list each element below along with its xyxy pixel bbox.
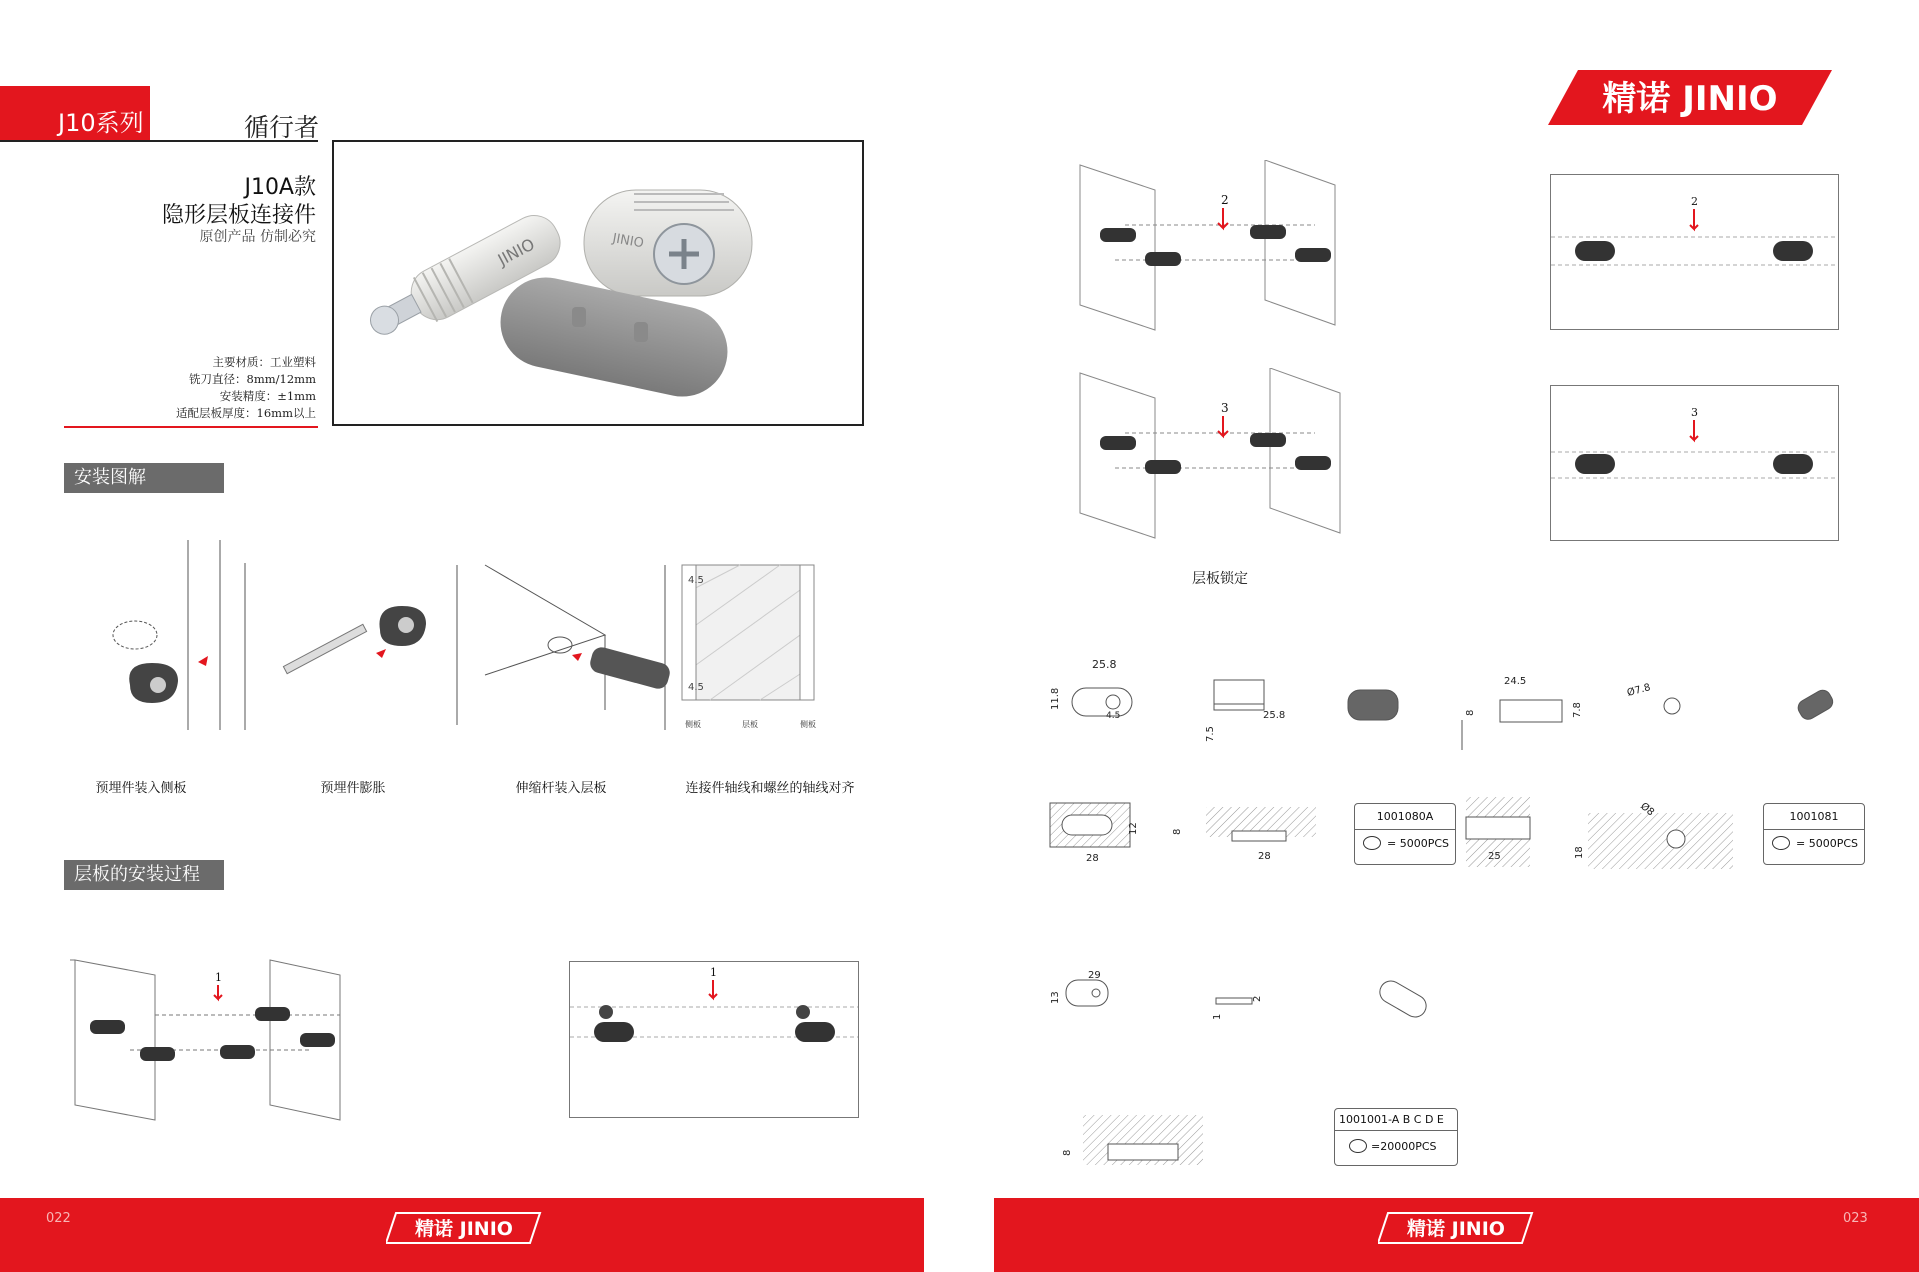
process-front-step-number: 1 — [710, 966, 717, 979]
dim-g-width: 25 — [1488, 851, 1501, 862]
step3-iso — [1075, 368, 1365, 543]
dim-e-height: 12 — [1128, 822, 1139, 835]
step4-dim-top: 4.5 — [688, 575, 704, 586]
series-tab-label: J10系列 — [58, 109, 144, 137]
tech-drawings-row3 — [1048, 968, 1448, 1028]
dim-h-height: 18 — [1574, 846, 1585, 859]
dim-j-b: 2 — [1252, 995, 1263, 1002]
step2-iso — [1075, 160, 1365, 335]
dim-d-diameter: Ø7.8 — [1625, 682, 1652, 699]
dim-c-h2: 7.8 — [1572, 702, 1583, 718]
step4-dim-bottom: 4.5 — [688, 682, 704, 693]
tech-drawings-row2 — [1048, 795, 1878, 895]
step4-label-right: 侧板 — [800, 720, 816, 729]
tech-drawings-row1 — [1048, 650, 1878, 750]
package-icon — [1772, 836, 1790, 850]
page-number-left: 022 — [46, 1211, 71, 1226]
dim-c-width: 24.5 — [1504, 676, 1527, 687]
lock-caption: 层板锁定 — [1192, 571, 1248, 587]
footer-logo-left — [386, 1212, 542, 1244]
part-qty-3: =20000PCS — [1371, 1139, 1437, 1153]
product-photo — [332, 140, 864, 426]
series-title: 循行者 — [244, 113, 320, 142]
dim-e-width: 28 — [1086, 853, 1099, 864]
product-model: J10A款 — [244, 175, 316, 200]
part-code-1: 1001080A — [1376, 810, 1434, 823]
footer-logo-right-text: 精诺 JINIO — [1407, 1218, 1505, 1240]
dim-a-height: 11.8 — [1050, 687, 1061, 710]
section-install-diagram: 安装图解 — [64, 463, 224, 493]
process-step1-front — [569, 961, 859, 1118]
page-number-right: 023 — [1843, 1211, 1868, 1226]
step-caption-1: 预埋件装入侧板 — [95, 781, 187, 796]
dim-k-height: 8 — [1062, 1149, 1073, 1156]
package-icon — [1349, 1139, 1367, 1153]
step-caption-3: 伸缩杆装入层板 — [515, 781, 607, 796]
part-qty-1: = 5000PCS — [1387, 836, 1450, 850]
part-code-2: 1001081 — [1789, 810, 1839, 823]
step4-label-left: 侧板 — [685, 720, 701, 729]
step3-front — [1550, 385, 1839, 541]
series-tab — [0, 86, 150, 140]
brand-logo-text: 精诺 JINIO — [1602, 79, 1778, 119]
product-name: 隐形层板连接件 — [161, 203, 316, 228]
svg-text:JINIO: JINIO — [611, 231, 645, 252]
step2-front — [1550, 174, 1839, 330]
dim-h-diameter: Ø8 — [1638, 800, 1657, 819]
tech-drawings-row4 — [1048, 1110, 1208, 1170]
spec-precision: 安装精度：±1mm — [219, 389, 316, 403]
photo-brand-mark: JINIO — [494, 234, 538, 270]
dim-j-a: 1 — [1212, 1013, 1223, 1020]
step2-front-number: 2 — [1691, 195, 1698, 208]
dim-f-width: 28 — [1258, 851, 1271, 862]
package-icon — [1363, 836, 1381, 850]
footer-logo-left-text: 精诺 JINIO — [415, 1218, 513, 1240]
part-code-3: 1001001-A B C D E — [1339, 1113, 1444, 1126]
process-step-number: 1 — [215, 971, 222, 984]
step-caption-2: 预埋件膨胀 — [320, 781, 386, 796]
part-box-1001080A — [1354, 803, 1456, 865]
brand-logo — [1548, 70, 1832, 125]
dim-a-width: 25.8 — [1092, 658, 1117, 671]
step-caption-4: 连接件轴线和螺丝的轴线对齐 — [685, 781, 855, 796]
part-box-1001081 — [1763, 803, 1865, 865]
dim-f-height: 8 — [1172, 828, 1183, 835]
dim-i-height: 13 — [1050, 991, 1061, 1004]
spec-cutter: 铣刀直径：8mm/12mm — [189, 372, 316, 386]
product-photo-illustration — [334, 142, 862, 424]
step4-label-middle: 层板 — [742, 720, 758, 729]
section-install-process: 层板的安装过程 — [64, 860, 224, 890]
dim-a-inner: 4.5 — [1106, 711, 1121, 721]
dim-c-h1: 8 — [1465, 709, 1476, 716]
step2-number: 2 — [1221, 193, 1229, 207]
spec-thickness: 适配层板厚度：16mm以上 — [176, 406, 316, 420]
step3-number: 3 — [1221, 401, 1229, 415]
spec-material: 主要材质：工业塑料 — [212, 355, 316, 369]
part-qty-2: = 5000PCS — [1796, 836, 1859, 850]
part-box-1001001 — [1334, 1108, 1458, 1166]
install-step-diagrams — [80, 535, 860, 735]
spec-rule — [64, 426, 318, 428]
dim-i-width: 29 — [1088, 970, 1101, 981]
process-step1-iso — [70, 955, 370, 1125]
product-note: 原创产品 仿制必究 — [199, 229, 316, 245]
dim-b-width: 25.8 — [1263, 710, 1286, 721]
footer-logo-right — [1378, 1212, 1534, 1244]
dim-b-height: 7.5 — [1205, 726, 1216, 742]
step3-front-number: 3 — [1691, 406, 1698, 419]
